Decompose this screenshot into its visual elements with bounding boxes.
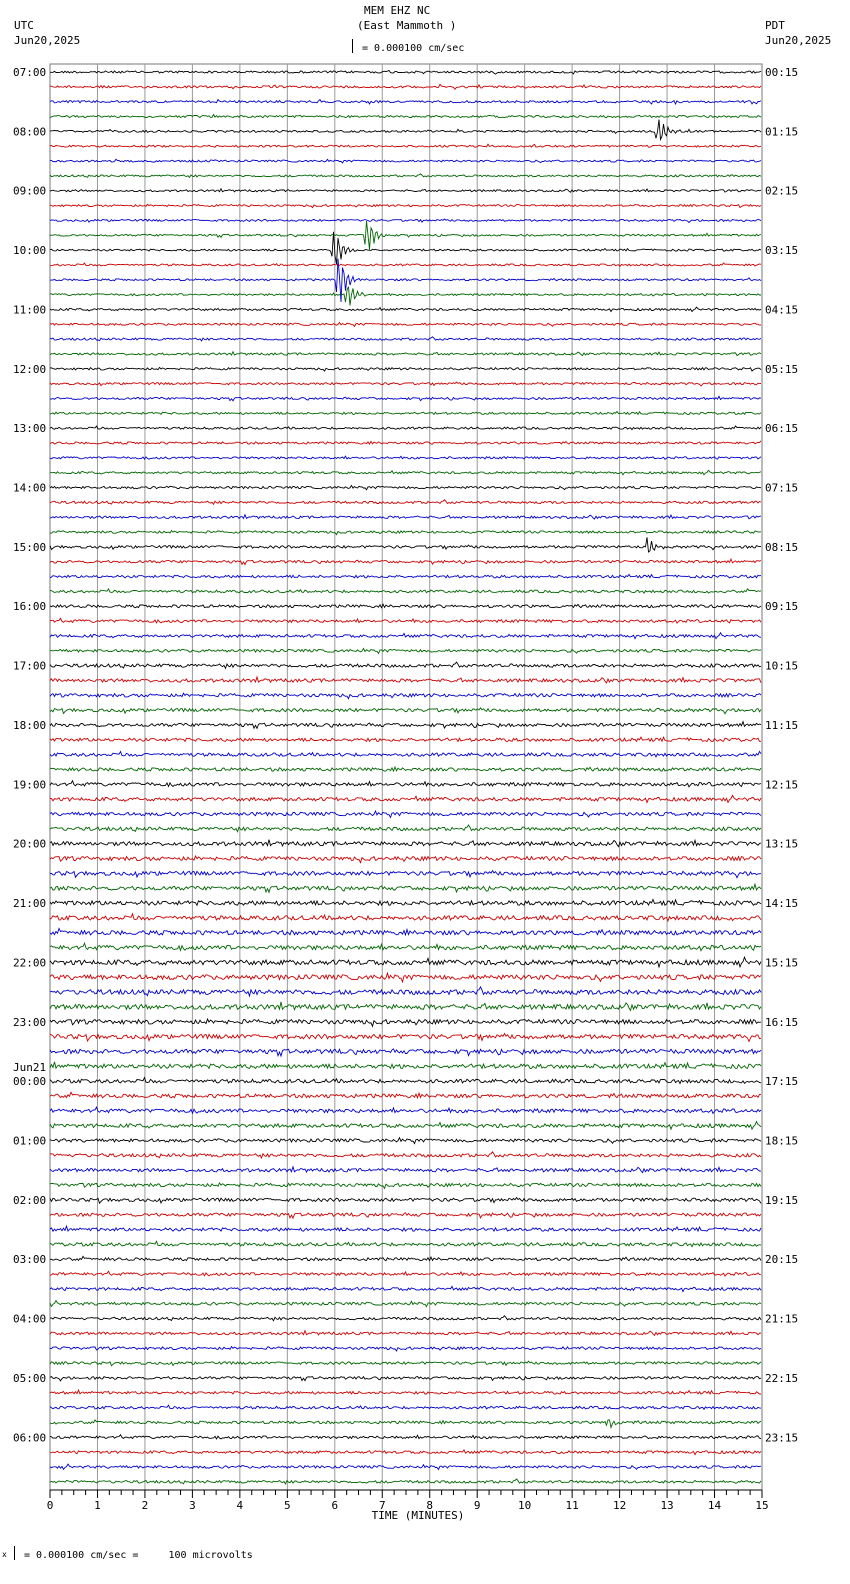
seismic-trace-row <box>50 114 761 117</box>
pdt-hour-label: 04:15 <box>765 303 799 317</box>
seismic-trace-row <box>50 1331 761 1336</box>
utc-hour-label: 23:00 <box>13 1015 47 1029</box>
pdt-hour-label: 14:15 <box>765 897 799 911</box>
left-date: Jun20,2025 <box>14 34 81 47</box>
right-timezone: PDT <box>765 19 785 32</box>
seismic-trace-row <box>50 1002 761 1011</box>
seismic-trace-row <box>50 219 761 223</box>
seismic-trace-row <box>50 973 761 982</box>
seismic-trace-row <box>50 1376 761 1380</box>
pdt-hour-label: 06:15 <box>765 422 799 436</box>
utc-hour-label: 18:00 <box>13 718 47 732</box>
seismic-trace-row <box>50 633 761 639</box>
right-date: Jun20,2025 <box>765 34 832 47</box>
seismic-trace-row <box>50 1078 761 1084</box>
seismic-trace-row <box>50 693 761 699</box>
x-tick-label: 7 <box>378 1499 386 1512</box>
seismic-trace-row <box>50 1226 761 1231</box>
utc-hour-label: 16:00 <box>13 600 47 614</box>
seismic-trace-row <box>50 1198 761 1204</box>
pdt-hour-label: 17:15 <box>765 1075 799 1089</box>
seismic-trace-row <box>50 367 761 371</box>
pdt-hour-label: 21:15 <box>765 1312 799 1326</box>
seismic-trace-row <box>50 1049 761 1056</box>
pdt-hour-label: 13:15 <box>765 837 799 851</box>
pdt-hour-label: 19:15 <box>765 1193 799 1207</box>
seismic-trace-row <box>50 1287 761 1292</box>
seismic-trace-row <box>50 382 761 386</box>
seismic-trace-row <box>50 100 761 105</box>
pdt-hour-label: 22:15 <box>765 1371 799 1385</box>
pdt-hour-label: 12:15 <box>765 778 799 792</box>
seismic-trace-row <box>50 1107 761 1113</box>
x-tick-label: 0 <box>46 1499 54 1512</box>
utc-hour-label: 17:00 <box>13 659 47 673</box>
seismic-trace-row <box>50 1450 761 1455</box>
seismic-trace-row <box>50 287 761 306</box>
x-tick-label: 15 <box>755 1499 769 1512</box>
x-tick-label: 6 <box>331 1499 339 1512</box>
utc-hour-label: 01:00 <box>13 1134 47 1148</box>
pdt-hour-label: 07:15 <box>765 481 799 495</box>
x-axis-title: TIME (MINUTES) <box>371 1509 465 1522</box>
seismic-trace-row <box>50 84 761 89</box>
utc-hour-label: 12:00 <box>13 362 47 376</box>
x-tick-label: 2 <box>141 1499 149 1512</box>
x-tick-label: 5 <box>284 1499 291 1512</box>
seismic-trace-row <box>50 811 761 817</box>
x-tick-label: 4 <box>236 1499 244 1512</box>
grid-lines <box>50 64 762 1490</box>
station-title: MEM EHZ NC <box>364 4 431 17</box>
pdt-hour-label: 00:15 <box>765 66 799 79</box>
seismic-trace-row <box>50 144 761 147</box>
seismic-trace-row <box>50 396 761 401</box>
seismic-trace-row <box>50 1361 761 1366</box>
seismic-trace-row <box>50 189 761 193</box>
seismic-trace-row <box>50 1464 761 1469</box>
seismic-trace-row <box>50 618 761 623</box>
footer-scale-label: = 0.000100 cm/sec = 100 microvolts <box>24 1550 253 1561</box>
seismic-trace-row <box>50 1316 761 1321</box>
pdt-hour-label: 02:15 <box>765 184 799 198</box>
utc-hour-label: 04:00 <box>13 1312 47 1326</box>
seismic-trace-row <box>50 500 761 505</box>
seismic-trace-row <box>50 159 761 163</box>
seismic-trace-row <box>50 1420 761 1428</box>
pdt-hour-label: 08:15 <box>765 540 799 554</box>
seismic-trace-row <box>50 1390 761 1394</box>
seismic-trace-row <box>50 1256 761 1260</box>
x-tick-label: 8 <box>426 1499 434 1512</box>
x-tick-label: 3 <box>189 1499 196 1512</box>
seismic-trace-row <box>50 781 761 787</box>
scale-label: = 0.000100 cm/sec <box>362 43 465 54</box>
seismic-trace-row <box>50 1405 761 1409</box>
seismic-trace-row <box>50 1241 761 1246</box>
seismic-trace-row <box>50 871 761 878</box>
pdt-hour-label: 18:15 <box>765 1134 799 1148</box>
utc-hour-label: 05:00 <box>13 1371 47 1385</box>
seismic-trace-row <box>50 352 761 356</box>
seismic-trace-row <box>50 1167 761 1173</box>
seismic-trace-row <box>50 914 761 921</box>
seismic-trace-row <box>50 795 761 802</box>
x-tick-label: 11 <box>565 1499 579 1512</box>
trace-group <box>50 70 761 1484</box>
utc-hour-label: 08:00 <box>13 125 47 139</box>
seismic-trace-row <box>50 1301 761 1307</box>
seismic-trace-row <box>50 1122 761 1130</box>
utc-hour-label: 09:00 <box>13 184 47 198</box>
seismic-trace-row <box>50 957 761 967</box>
seismic-trace-row <box>50 70 761 74</box>
seismic-trace-row <box>50 263 761 266</box>
utc-hour-label: 21:00 <box>13 897 47 911</box>
seismic-trace-row <box>50 574 761 578</box>
utc-hour-label: 07:00 <box>13 66 47 79</box>
utc-hour-label: 22:00 <box>13 956 47 970</box>
x-tick-label: 1 <box>94 1499 101 1512</box>
pdt-hour-label: 05:15 <box>765 362 799 376</box>
seismic-trace-row <box>50 221 761 250</box>
pdt-hour-label: 16:15 <box>765 1015 799 1029</box>
seismic-trace-row <box>50 604 761 608</box>
seismic-trace-row <box>50 928 761 935</box>
seismic-trace-row <box>50 751 761 757</box>
seismic-trace-row <box>50 232 761 264</box>
seismic-trace-row <box>50 648 761 653</box>
x-tick-label: 13 <box>660 1499 674 1512</box>
pdt-hour-label: 03:15 <box>765 244 799 258</box>
seismic-trace-row <box>50 737 761 741</box>
pdt-hour-label: 01:15 <box>765 125 799 139</box>
seismic-trace-row <box>50 559 761 564</box>
seismic-trace-row <box>50 722 761 729</box>
seismic-trace-row <box>50 412 761 415</box>
utc-hour-label: 20:00 <box>13 837 47 851</box>
utc-hour-label: 11:00 <box>13 303 47 317</box>
seismic-trace-row <box>50 337 761 341</box>
pdt-hour-label: 23:15 <box>765 1431 799 1445</box>
seismic-trace-row <box>50 486 761 490</box>
seismic-trace-row <box>50 120 761 140</box>
x-tick-label: 14 <box>707 1499 722 1512</box>
pdt-hour-label: 20:15 <box>765 1253 799 1267</box>
seismic-trace-row <box>50 1479 761 1484</box>
x-tick-label: 12 <box>612 1499 627 1512</box>
seismic-trace-row <box>50 708 761 714</box>
seismic-trace-row <box>50 1062 761 1069</box>
pdt-hour-label: 11:15 <box>765 718 799 732</box>
seismic-trace-row <box>50 531 761 535</box>
utc-hour-label: 15:00 <box>13 540 47 554</box>
utc-hour-label: 13:00 <box>13 422 47 436</box>
utc-hour-label: 14:00 <box>13 481 47 495</box>
footer-scale-bar-icon <box>14 1546 16 1560</box>
pdt-hour-label: 10:15 <box>765 659 799 673</box>
seismic-trace-row <box>50 515 761 519</box>
station-location: (East Mammoth ) <box>357 19 457 32</box>
seismic-trace-row <box>50 307 761 311</box>
seismic-trace-row <box>50 470 761 475</box>
seismic-trace-row <box>50 1183 761 1189</box>
seismic-trace-row <box>50 537 761 552</box>
seismic-trace-row <box>50 1271 761 1276</box>
seismic-trace-row <box>50 1019 761 1026</box>
utc-hour-label: 00:00 <box>13 1075 47 1089</box>
pdt-hour-label: 15:15 <box>765 956 799 970</box>
left-timezone: UTC <box>14 19 34 32</box>
x-tick-label: 9 <box>473 1499 481 1512</box>
footer-mark: x <box>2 1550 7 1559</box>
utc-date-change-label: Jun21 <box>13 1061 47 1075</box>
seismic-trace-row <box>50 1213 761 1218</box>
seismic-trace-row <box>50 987 761 996</box>
seismic-trace-row <box>50 884 761 892</box>
seismic-trace-row <box>50 677 761 683</box>
utc-hour-label: 19:00 <box>13 778 47 792</box>
seismic-trace-row <box>50 1138 761 1144</box>
utc-hour-label: 03:00 <box>13 1253 47 1267</box>
seismic-trace-row <box>50 174 761 178</box>
seismic-trace-row <box>50 1092 761 1098</box>
seismic-trace-row <box>50 856 761 863</box>
pdt-hour-label: 09:15 <box>765 600 799 614</box>
utc-hour-label: 02:00 <box>13 1193 47 1207</box>
seismic-trace-row <box>50 943 761 951</box>
x-tick-label: 10 <box>518 1499 532 1512</box>
seismic-trace-row <box>50 456 761 459</box>
seismic-trace-row <box>50 767 761 771</box>
seismic-trace-row <box>50 840 761 847</box>
utc-hour-label: 10:00 <box>13 244 47 258</box>
seismic-trace-row <box>50 825 761 832</box>
seismic-trace-row <box>50 1152 761 1158</box>
seismic-trace-row <box>50 1347 761 1351</box>
seismic-trace-row <box>50 441 761 444</box>
seismic-trace-row <box>50 204 761 207</box>
seismic-trace-row <box>50 589 761 593</box>
seismic-trace-row <box>50 900 761 906</box>
seismic-trace-row <box>50 662 761 668</box>
utc-hour-label: 06:00 <box>13 1431 47 1445</box>
seismic-trace-row <box>50 1034 761 1042</box>
plot-frame <box>50 64 762 1490</box>
seismic-trace-row <box>50 426 761 430</box>
seismic-trace-row <box>50 322 761 326</box>
seismic-trace-row <box>50 1435 761 1440</box>
